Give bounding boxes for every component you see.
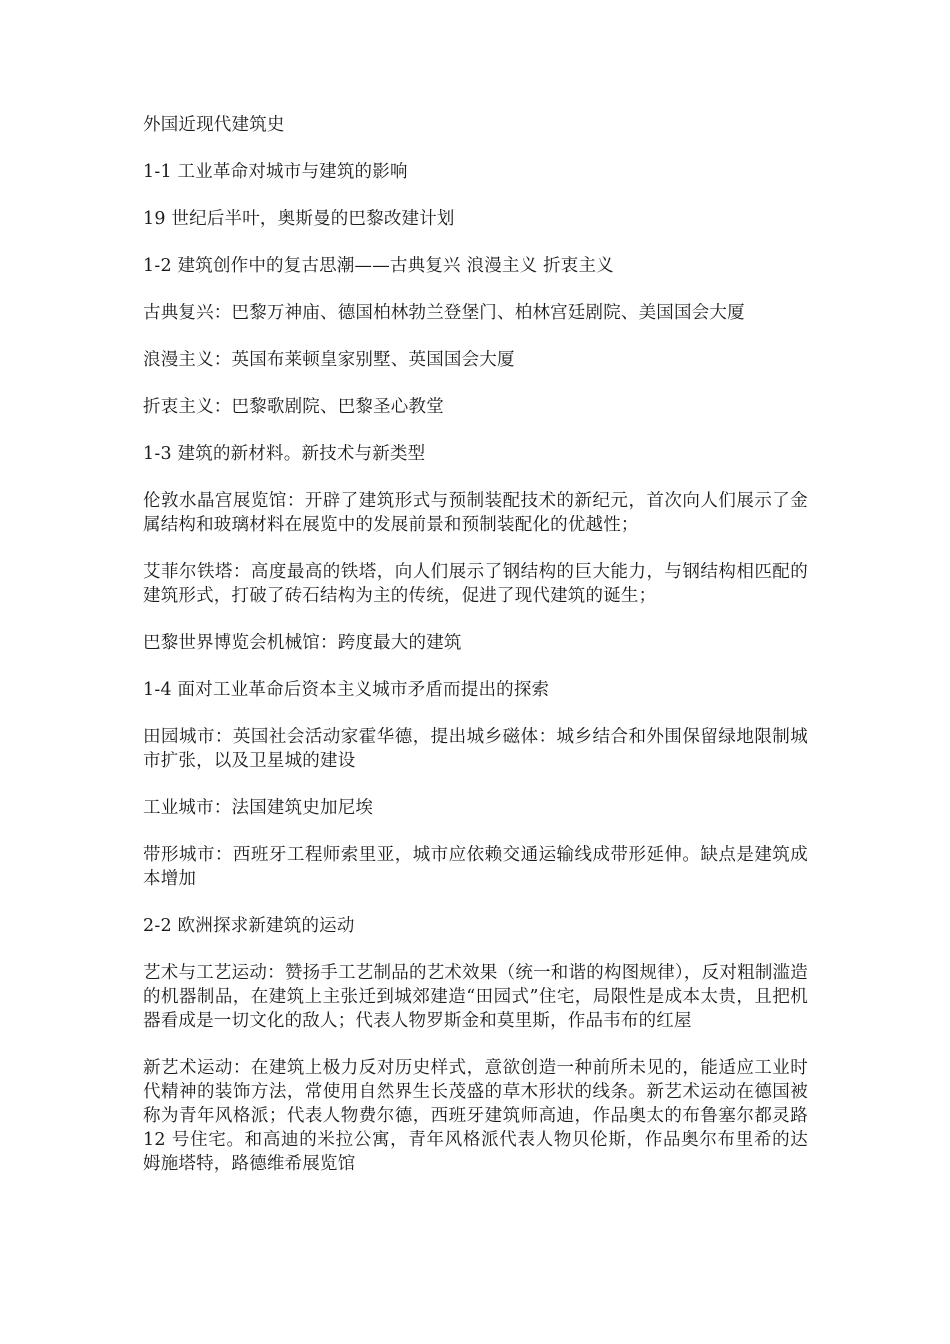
section-heading: 1-4 面对工业革命后资本主义城市矛盾而提出的探索 — [143, 680, 550, 700]
section-heading: 1-3 建筑的新材料。新技术与新类型 — [143, 444, 426, 464]
section-heading: 1-1 工业革命对城市与建筑的影响 — [143, 162, 408, 182]
paragraph: 浪漫主义：英国布莱顿皇家别墅、英国国会大厦 — [143, 350, 515, 370]
paragraph: 古典复兴：巴黎万神庙、德国柏林勃兰登堡门、柏林宫廷剧院、美国国会大厦 — [143, 303, 745, 323]
paragraph: 新艺术运动：在建筑上极力反对历史样式，意欲创造一种前所未见的，能适应工业时代精神的装饰方法，常使用自然界生长茂盛的草木形状的线条。新艺术运动在德国被称为青年风格派；代表人物费尔德，西班牙建筑师高迪，作品奥太的布鲁塞尔都灵路 12 号住宅。和高迪的米拉公寓，青年风格派代表人物贝伦斯，作品奥尔布里希的达姆施塔特，路德维希展览馆 — [143, 1058, 808, 1174]
document-body — [143, 113, 808, 1199]
paragraph: 工业城市：法国建筑史加尼埃 — [143, 798, 374, 818]
section-heading: 2-2 欧洲探求新建筑的运动 — [143, 916, 355, 936]
section-heading: 1-2 建筑创作中的复古思潮——古典复兴 浪漫主义 折衷主义 — [143, 256, 614, 276]
paragraph: 艺术与工艺运动：赞扬手工艺制品的艺术效果（统一和谐的构图规律），反对粗制滥造的机器制品，在建筑上主张迁到城郊建造“田园式”住宅，局限性是成本太贵，且把机器看成是一切文化的敌人；代表人物罗斯金和莫里斯，作品韦布的红屋 — [143, 963, 808, 1031]
paragraph: 折衷主义：巴黎歌剧院、巴黎圣心教堂 — [143, 397, 444, 417]
document-title: 外国近现代建筑史 — [143, 115, 285, 135]
paragraph: 带形城市：西班牙工程师索里亚，城市应依赖交通运输线成带形延伸。缺点是建筑成本增加 — [143, 845, 808, 889]
paragraph: 19 世纪后半叶，奥斯曼的巴黎改建计划 — [143, 209, 455, 229]
paragraph: 田园城市：英国社会活动家霍华德，提出城乡磁体：城乡结合和外围保留绿地限制城市扩张，以及卫星城的建设 — [143, 727, 808, 771]
paragraph: 巴黎世界博览会机械馆：跨度最大的建筑 — [143, 633, 462, 653]
paragraph: 艾菲尔铁塔：高度最高的铁塔，向人们展示了钢结构的巨大能力，与钢结构相匹配的建筑形式，打破了砖石结构为主的传统，促进了现代建筑的诞生； — [143, 562, 808, 606]
paragraph: 伦敦水晶宫展览馆：开辟了建筑形式与预制装配技术的新纪元，首次向人们展示了金属结构和玻璃材料在展览中的发展前景和预制装配化的优越性； — [143, 491, 808, 535]
